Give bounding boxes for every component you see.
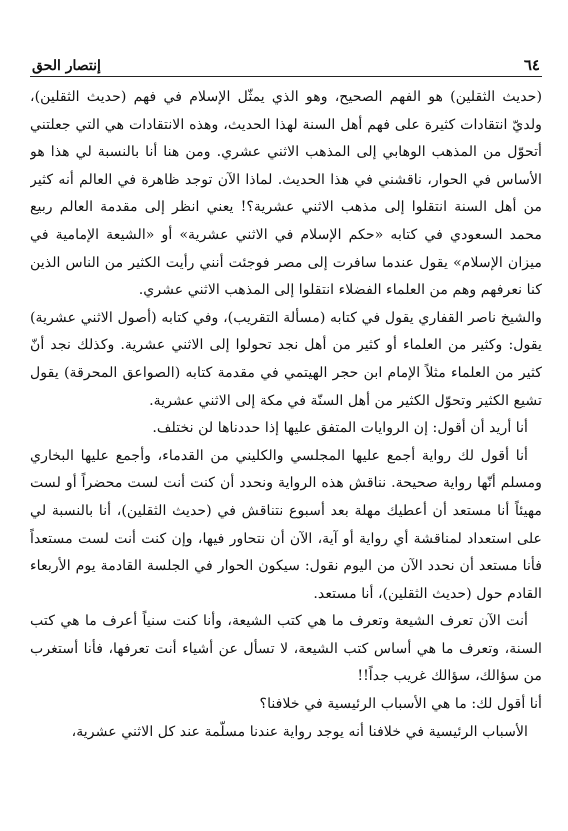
- paragraph: أنا أقول لك: ما هي الأسباب الرئيسية في خلافنا؟: [259, 696, 542, 713]
- paragraph: (حديث الثقلين) هو الفهم الصحيح، وهو الذي يمثّل الإسلام في فهم (حديث الثقلين)، ولديّ انتقادات كثيرة على فهم أهل السنة لهذا الحديث، وهذه الانتقادات هي التي جعلتني أتحوّل من المذهب الوهابي إلى المذهب الاثني عشري. ومن هنا أنا بالنسبة لي هذا هو الأساس في الحوار، ناقشني في هذا الحديث. لماذا الآن توجد ظاهرة في العالم أنه كثير من أهل السنة انتقلوا إلى مذهب الاثني عشرية؟! يعني انظر إلى مقدمة العالم ربيع محمد السعودي في كتابه «حكم الإسلام في الاثني عشرية» أو «الشيعة الإمامية في ميزان الإسلام» يقول عندما سافرت إلى مصر فوجئت أنني رأيت الكثير من الناس الذين كنا نعرفهم وهم من العلماء الفضلاء انتقلوا إلى المذهب الاثني عشري.: [30, 89, 542, 299]
- paragraph: الأسباب الرئيسية في خلافنا أنه يوجد رواية عندنا مسلّمة عند كل الاثني عشرية،: [71, 723, 528, 740]
- page-number: ٦٤: [523, 56, 540, 74]
- paragraph: والشيخ ناصر القفاري يقول في كتابه (مسألة التقريب)، وفي كتابه (أصول الاثني عشرية) يقول: وكثير من العلماء أو كثير من أهل نجد تحولوا إلى الاثني عشرية. وكذلك نجد أنّ كثير من العلماء مثلاً الإمام ابن حجر الهيتمي في مقدمة كتابه (الصواعق المحرقة) يقول تشيع الكثير وتحوّل الكثير من أهل السنّة في مكة إلى الاثني عشرية.: [30, 309, 542, 409]
- running-title: إنتصار الحق: [32, 58, 101, 74]
- document-page: [30, 52, 542, 822]
- paragraph: أنا أريد أن أقول: إن الروايات المتفق عليها إذا حددناها لن نختلف.: [152, 420, 528, 437]
- paragraph: أنا أقول لك رواية أجمع عليها المجلسي والكليني من القدماء، وأجمع عليها البخاري ومسلم أنّها رواية صحيحة. نناقش هذه الرواية ونحدد أن كنت أنت لست محضراً أو لست مهيئاً أنا مستعد أن أعطيك مهلة بعد أسبوع نتناقش في (حديث الثقلين)، أنا بالنسبة لي على استعداد لمناقشة أي رواية أو آية، الآن أن نتحاور فيها، وإن كنت أنت لست مستعداً فأنا مستعد أن نحدد الآن من اليوم نقول: سيكون الحوار في الجلسة القادمة يوم الأربعاء القادم حول (حديث الثقلين)، أنا مستعد.: [30, 447, 542, 602]
- page-header: [30, 52, 542, 77]
- page-body: [30, 84, 542, 746]
- paragraph: أنت الآن تعرف الشيعة وتعرف ما هي كتب الشيعة، وأنا كنت سنياً أعرف ما هي كتب السنة، وتعرف ما هي أساس كتب الشيعة، لا تسأل عن أشياء أنت تعرفها، فأنا أستغرب من سؤالك، سؤالك غريب جداً!!: [30, 613, 542, 685]
